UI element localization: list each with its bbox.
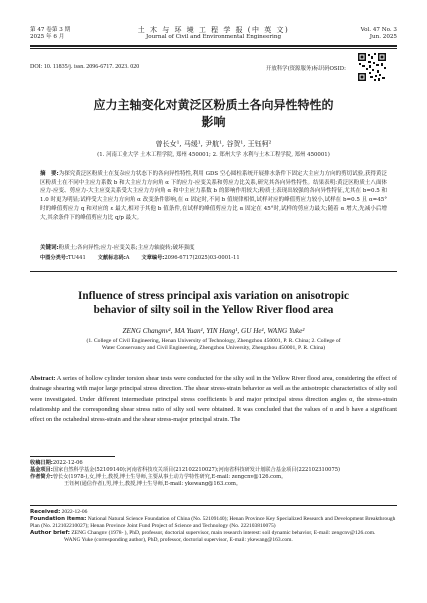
osid-label: 开放科学(资源服务)标识码OSID: [266,66,346,72]
title-en-line1: Influence of stress principal axis variation on anisotropic [78,290,349,302]
title-zh-line2: 影响 [201,115,226,129]
publication-date-en: Jun. 2025 [369,34,397,40]
section-divider [30,271,397,272]
footnotes-en [30,509,397,544]
footnote-corresponding: 王钰柯(通信作者),男,博士,教授,博士生导师,E-mail: ykewang@163.com。 [64,480,242,487]
keywords-text: 粉质土;各向异性;应力-应变关系;主应力轴旋转;破坏强度 [58,245,195,251]
footnote-rule [30,456,115,457]
classification-line [40,254,387,261]
authors-en: ZENG Changnv¹, MA Yuan¹, YIN Hang¹, GU He¹, WANG Yuke² [122,327,305,335]
header-rule [30,45,397,47]
affiliations-en [46,338,381,352]
class-no: TU441 [68,255,86,261]
keywords-label: 关键词: [40,245,59,251]
doc-code-label: 文献标志码: [97,255,126,261]
footnote-funding: 基金项目:国家自然科学基金(52109140);河南省科技攻关项目(212102210027);河南省科技研发计划联合基金项目(222102310075) [30,466,341,473]
volume-issue-en: Vol. 47 No. 3 [360,27,397,33]
abstract-zh-label: 摘 要: [40,171,59,177]
publication-date: 2025 年 6 月 [30,34,65,40]
affil-en-line2: Water Conservancy and Civil Engineering, Zhengzhou University, Zhengzhou 450001, P. R. China) [101,345,326,352]
abstract-zh [40,170,387,222]
class-no-label: 中图分类号: [40,255,69,261]
footnotes-zh [30,460,397,488]
footnote-received-en: Received: 2022-12-06 [30,509,88,515]
abstract-en-label: Abstract: [30,375,56,382]
affil-en-line1: (1. College of Civil Engineering, Henan University of Technology, Zhengzhou 450001, P. R. China; 2. College of [86,338,341,344]
footnote-foundation-en: Foundation items: National Natural Science Foundation of China (No. 52109140); Henan Province Key Specialized Research and Development Breakthrough Plan (No. 212102210027); Henan Province Joint Fund Project of Science and Technology (No. 222103810075) [30,516,396,529]
journal-name-en: Journal of Civil and Environmental Engineering [145,34,282,40]
authors-zh: 曾长女¹, 马缓¹, 尹航¹, 谷贺¹, 王钰柯² [155,140,272,148]
title-zh-line1: 应力主轴变化对黄泛区粉质土各向异性特性的 [93,98,334,112]
title-en-line2: behavior of silty soil in the Yellow River flood area [93,304,334,316]
article-no: 2096-6717(2025)03-0001-11 [164,255,240,261]
header-rule-thin [30,48,397,49]
affiliations-zh: (1. 河南工业大学 土木工程学院, 郑州 450001; 2. 郑州大学 水利与土木工程学院, 郑州 450001) [97,152,330,158]
doc-code: A [125,255,130,261]
article-title-en [30,289,397,317]
footnote-author-brief-en: Author brief: ZENG Changnv (1978- ), PhD, professor, doctorial supervisor, main research interest: soil dynamic behavior, E-mail: zengcnv@126.com. [30,530,376,536]
doi[interactable]: DOI: 10. 11835/j. issn. 2096-6717. 2023. 020 [30,64,140,70]
journal-name-zh: 土 木 与 环 境 工 程 学 报 (中 英 文) [137,26,290,34]
article-title-zh [30,97,397,131]
abstract-zh-text: 为探究黄泛区粉质土在复杂应力状态下的各向异性特性,利用 GDS 空心圆柱系统开展排水条件下固定大主应力方向的剪切试验,获得黄泛区粉质土在不同中主应力系数 b 和大主应力方向角 α 下的应力-应变关系和剪应力比关系,研究其各向异性特性。结果表明:黄泛区粉质土八面体应力-应变、剪应力-大主应变关系受大主应力方向角 α 和中主应力系数 b 的影响作用较大;粉质土表现出较强的各向异性特征,尤其在 b=0.5 和 1.0 时更为明显;试样受大主应力方向角 α 改变条件影响,在 α 固定时,不同 b 值规律相似,试样对应的峰值剪应力较小,试样在 b=0.5 且 α=45°时的峰值剪应力 q 和对应的 ε 最大,相对于其他 b 值条件,在试样的峰值剪应力比 α 固定在 45°时,试样的剪应力最大;随着 α 增大,先减小后增大,其余条件下的峰值剪应力比 q/p 最大。 [40,171,387,221]
footnote-author-brief: 作者简介:曾长女(1978-),女,博士,教授,博士生导师,主要从事土动力学特性研究,E-mail: zengcnv@126.com。 [30,473,287,480]
keywords-zh [40,244,387,253]
abstract-en [30,374,397,425]
volume-issue: 第 47 卷第 3 期 [30,27,71,33]
qr-code-icon[interactable] [357,52,387,82]
footnote-corresponding-en: WANG Yuke (corresponding author), PhD, professor, doctorial supervisor, E-mail: ykewang@163.com. [64,537,293,543]
footnote-received: 收稿日期:2022-12-06 [30,460,83,466]
footnote-divider [30,505,397,506]
abstract-en-text: A series of hollow cylinder torsion shear tests were conducted for the silty soil in the Yellow River flood area, considering the effect of drainage shearing with major large principal stress direction. The shear stress-strain behavior as well as the anisotropic characteristics of silty soil were investigated. Under different intermediate principal stress coefficients b and major principal stress direction angles α, the stress-strain relationship and the corresponding shear stress ratio of silty soil were obtained. It was concluded that the values of α and b have a significant effect on the octahedral stress-strain and the shear stress-major principal strain. The [30,375,397,424]
article-no-label: 文章编号: [141,255,165,261]
